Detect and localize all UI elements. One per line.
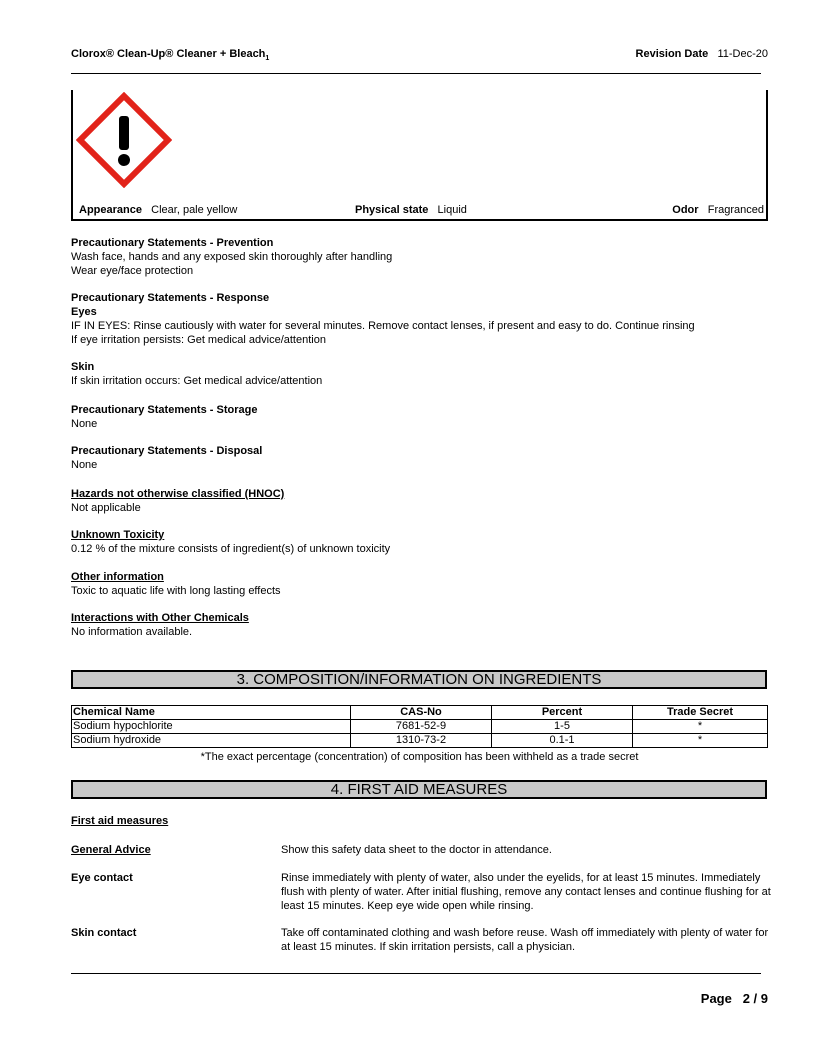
column-header: Trade Secret bbox=[633, 706, 768, 720]
eyes-title: Eyes bbox=[71, 306, 97, 318]
physical-state: Physical state Liquid bbox=[355, 204, 467, 216]
column-header: Percent bbox=[492, 706, 633, 720]
unknown-toxicity-title: Unknown Toxicity bbox=[71, 529, 165, 541]
prevention-line: Wash face, hands and any exposed skin thoroughly after handling bbox=[71, 251, 393, 263]
skin-title: Skin bbox=[71, 361, 95, 373]
unknown-toxicity-text: 0.12 % of the mixture consists of ingredient(s) of unknown toxicity bbox=[71, 543, 391, 555]
composition-table bbox=[71, 705, 768, 748]
storage-title: Precautionary Statements - Storage bbox=[71, 404, 258, 416]
trade-secret-footnote: *The exact percentage (concentration) of composition has been withheld as a trade secret bbox=[200, 751, 639, 763]
disposal-title: Precautionary Statements - Disposal bbox=[71, 445, 263, 457]
odor: Odor Fragranced bbox=[672, 204, 764, 216]
eyes-line: If eye irritation persists: Get medical advice/attention bbox=[71, 334, 326, 346]
table-cell: 7681-52-9 bbox=[351, 720, 492, 734]
skin-contact-text: Take off contaminated clothing and wash before reuse. Wash off immediately with plenty of water for at least 15 minutes. If skin irritation persists, call a physician. bbox=[281, 927, 769, 953]
table-row bbox=[72, 734, 768, 748]
table-cell: 1-5 bbox=[492, 720, 633, 734]
storage-line: None bbox=[71, 418, 98, 430]
table-cell: 0.1-1 bbox=[492, 734, 633, 748]
section-4-heading: 4. FIRST AID MEASURES bbox=[71, 780, 767, 799]
prevention-title: Precautionary Statements - Prevention bbox=[71, 237, 274, 249]
other-information-title: Other information bbox=[71, 571, 164, 583]
product-name: Clorox® Clean-Up® Cleaner + Bleach$_1$ bbox=[71, 48, 270, 63]
skin-line: If skin irritation occurs: Get medical advice/attention bbox=[71, 375, 323, 387]
eyes-line: IF IN EYES: Rinse cautiously with water for several minutes. Remove contact lenses, if present and easy to do. Continue rinsing bbox=[71, 320, 695, 332]
eye-contact-text: Rinse immediately with plenty of water, also under the eyelids, for at least 15 minutes. Immediately flush with plenty of water. After initial flushing, remove any contact lenses and continue flushing for at least 15 minutes. Keep eye wide open while rinsing. bbox=[281, 872, 771, 912]
header-divider bbox=[71, 73, 761, 74]
footer-divider bbox=[71, 973, 761, 974]
table-cell: Sodium hydroxide bbox=[72, 734, 351, 748]
table-cell: * bbox=[633, 734, 768, 748]
table-cell: * bbox=[633, 720, 768, 734]
table-cell: 1310-73-2 bbox=[351, 734, 492, 748]
revision-date: Revision Date 11-Dec-20 bbox=[635, 48, 768, 60]
eye-contact-label: Eye contact bbox=[71, 872, 133, 884]
interactions-title: Interactions with Other Chemicals bbox=[71, 612, 249, 624]
appearance: Appearance Clear, pale yellow bbox=[79, 204, 238, 216]
hnoc-text: Not applicable bbox=[71, 502, 141, 514]
column-header: Chemical Name bbox=[72, 706, 351, 720]
exclamation-mark-pictogram-icon bbox=[76, 92, 172, 188]
section-3-heading: 3. COMPOSITION/INFORMATION ON INGREDIENTS bbox=[71, 670, 767, 689]
general-advice-label: General Advice bbox=[71, 844, 151, 856]
response-title: Precautionary Statements - Response bbox=[71, 292, 270, 304]
table-header-row bbox=[72, 706, 768, 720]
page-number: Page 2 / 9 bbox=[700, 991, 768, 1006]
table-row bbox=[72, 720, 768, 734]
hnoc-title: Hazards not otherwise classified (HNOC) bbox=[71, 488, 285, 500]
column-header: CAS-No bbox=[351, 706, 492, 720]
other-information-text: Toxic to aquatic life with long lasting effects bbox=[71, 585, 281, 597]
prevention-line: Wear eye/face protection bbox=[71, 265, 194, 277]
table-cell: Sodium hypochlorite bbox=[72, 720, 351, 734]
disposal-line: None bbox=[71, 459, 98, 471]
interactions-text: No information available. bbox=[71, 626, 193, 638]
label-elements-box bbox=[71, 90, 768, 221]
first-aid-title: First aid measures bbox=[71, 815, 169, 827]
skin-contact-label: Skin contact bbox=[71, 927, 137, 939]
general-advice-text: Show this safety data sheet to the doctor in attendance. bbox=[281, 844, 552, 856]
